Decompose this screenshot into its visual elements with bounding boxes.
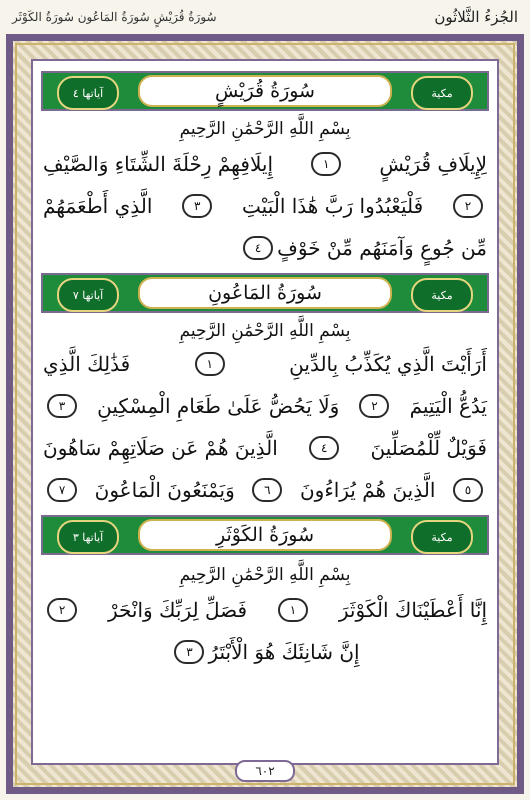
juz-title: الجُزءُ الثَّلاثُون — [434, 8, 518, 26]
verse-text: فَصَلِّ لِرَبِّكَ وَانْحَرْ — [107, 598, 248, 622]
ayah-marker: ٢ — [453, 194, 483, 218]
medal-left: آياتها ٣ — [57, 520, 119, 554]
verse-text: أَرَأَيْتَ الَّذِي يُكَذِّبُ بِالدِّينِ — [289, 352, 487, 376]
ayah-marker: ٢ — [359, 394, 389, 418]
ayah-marker: ١ — [195, 352, 225, 376]
verse-line — [43, 589, 487, 631]
basmala: بِسْمِ اللَّهِ الرَّحْمَٰنِ الرَّحِيمِ — [179, 321, 351, 341]
surah-title: سُورَةُ قُرَيْشٍ — [138, 75, 392, 107]
ayah-marker: ٢ — [47, 598, 77, 622]
ornamental-frame — [6, 34, 524, 794]
medal-left: آياتها ٤ — [57, 76, 119, 110]
verse-text: يَدُعُّ الْيَتِيمَ — [409, 394, 487, 418]
verse-text: إِنَّ شَانِئَكَ هُوَ الْأَبْتَرُ — [208, 640, 360, 664]
verse-line — [43, 143, 487, 185]
verse-line — [43, 427, 487, 469]
verse-line — [43, 385, 487, 427]
basmala: بِسْمِ اللَّهِ الرَّحْمَٰنِ الرَّحِيمِ — [179, 119, 351, 139]
surah-banner-quraysh — [41, 71, 489, 111]
verse-text: مِّن جُوعٍ وَآمَنَهُم مِّنْ خَوْفٍ — [277, 236, 487, 260]
surah-title: سُورَةُ الكَوْثَرِ — [138, 519, 392, 551]
basmala: بِسْمِ اللَّهِ الرَّحْمَٰنِ الرَّحِيمِ — [179, 565, 351, 585]
ayah-marker: ٣ — [174, 640, 204, 664]
ayah-marker: ٣ — [47, 394, 77, 418]
page-header — [0, 0, 530, 34]
medal-right: مكية — [411, 278, 473, 312]
verse-text: وَلَا يَحُضُّ عَلَىٰ طَعَامِ الْمِسْكِينِ — [97, 394, 340, 418]
verse-text: الَّذِي أَطْعَمَهُمْ — [43, 194, 153, 218]
verse-text: فَذَٰلِكَ الَّذِي — [43, 352, 131, 376]
page-number: ٦٠٢ — [235, 760, 295, 782]
verse-text: الَّذِينَ هُمْ يُرَاءُونَ — [299, 478, 436, 502]
ayah-marker: ٤ — [309, 436, 339, 460]
verse-line — [43, 469, 487, 511]
verse-line — [43, 227, 487, 269]
medal-left: آياتها ٧ — [57, 278, 119, 312]
verse-text: فَوَيْلٌ لِّلْمُصَلِّينَ — [370, 436, 487, 460]
text-area — [31, 59, 499, 765]
verse-text: الَّذِينَ هُمْ عَن صَلَاتِهِمْ سَاهُونَ — [43, 436, 278, 460]
verse-line — [43, 343, 487, 385]
ayah-marker: ١ — [311, 152, 341, 176]
ayah-marker: ٧ — [47, 478, 77, 502]
verse-text: وَيَمْنَعُونَ الْمَاعُونَ — [94, 478, 235, 502]
ayah-marker: ١ — [278, 598, 308, 622]
verse-text: إِنَّا أَعْطَيْنَاكَ الْكَوْثَرَ — [338, 598, 487, 622]
ayah-marker: ٤ — [243, 236, 273, 260]
surah-title: سُورَةُ المَاعُونِ — [138, 277, 392, 309]
medal-right: مكية — [411, 520, 473, 554]
surah-names: سُورَةُ قُرَيْشٍ سُورَةُ المَاعُون سُورَةُ الكَوْثَر — [12, 10, 217, 24]
ayah-marker: ٥ — [453, 478, 483, 502]
ayah-marker: ٣ — [182, 194, 212, 218]
ayah-marker: ٦ — [252, 478, 282, 502]
verse-text: إِيلَافِهِمْ رِحْلَةَ الشِّتَاءِ وَالصَّيْفِ — [43, 152, 273, 176]
verse-text: فَلْيَعْبُدُوا رَبَّ هَٰذَا الْبَيْتِ — [242, 194, 424, 218]
verse-line — [43, 631, 487, 673]
surah-banner-kawthar — [41, 515, 489, 555]
medal-right: مكية — [411, 76, 473, 110]
verse-line — [43, 185, 487, 227]
surah-banner-maun — [41, 273, 489, 313]
verse-text: لِإِيلَافِ قُرَيْشٍ — [379, 152, 487, 176]
